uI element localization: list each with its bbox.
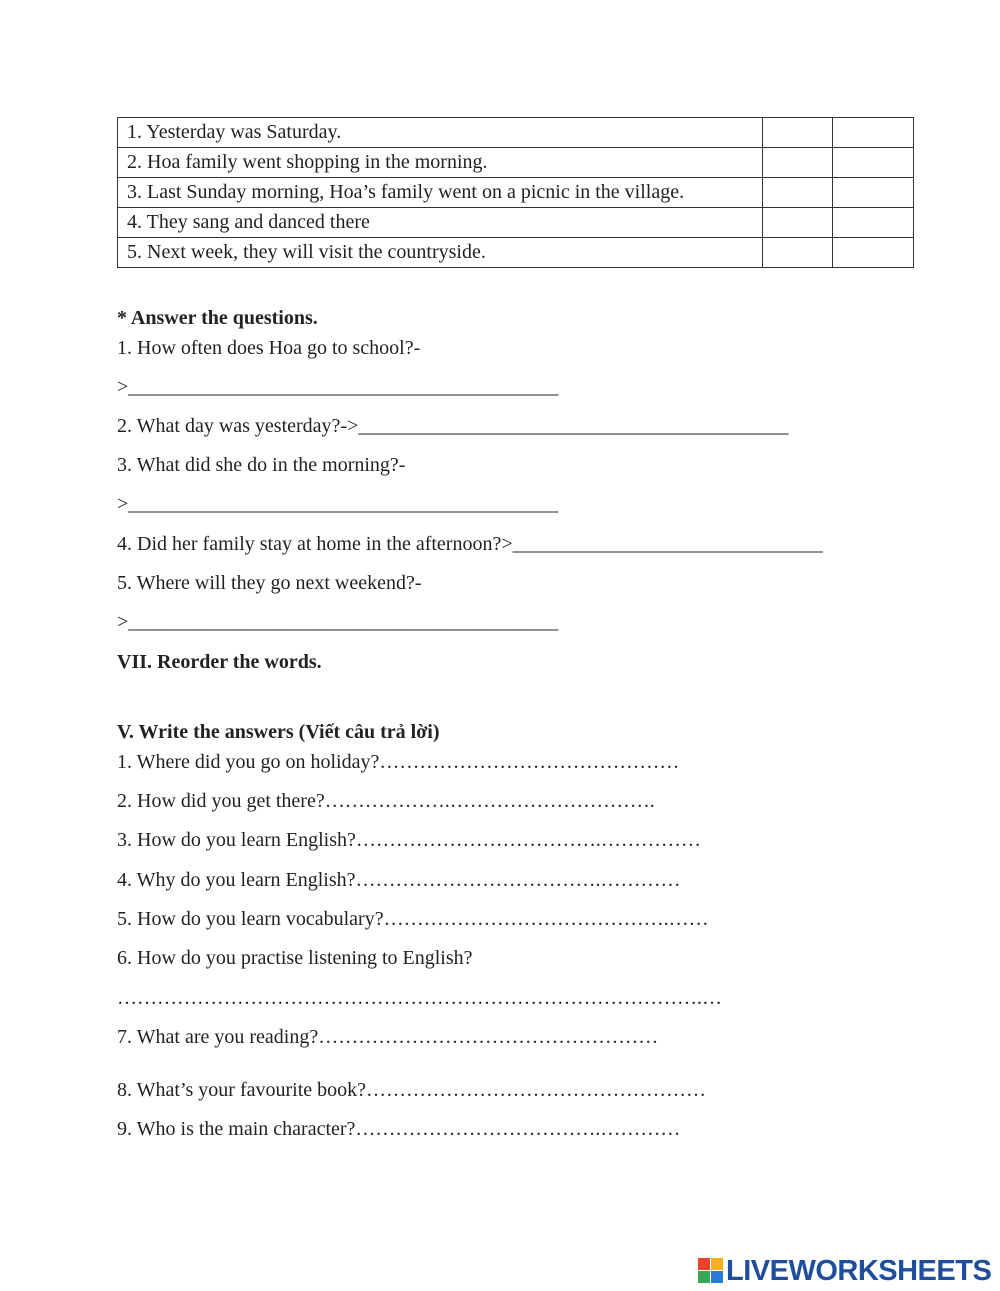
write-question-1[interactable]: 1. Where did you go on holiday?……………………………………… <box>117 751 680 773</box>
question-2[interactable]: 2. What day was yesterday?->___________________________________________ <box>117 415 789 437</box>
false-box[interactable] <box>833 238 914 268</box>
false-box[interactable] <box>833 148 914 178</box>
answer-questions-heading: * Answer the questions. <box>117 307 318 329</box>
true-box[interactable] <box>763 118 833 148</box>
statement-cell: 4. They sang and danced there <box>118 208 763 238</box>
write-question-2[interactable]: 2. How did you get there?……………….…………………………. <box>117 790 655 812</box>
write-question-5[interactable]: 5. How do you learn vocabulary?…………………………………….…… <box>117 908 709 930</box>
answer-blank-3[interactable]: >___________________________________________ <box>117 493 559 515</box>
statement-cell: 5. Next week, they will visit the countryside. <box>118 238 763 268</box>
reorder-heading: VII. Reorder the words. <box>117 651 322 673</box>
statement-cell: 3. Last Sunday morning, Hoa’s family went on a picnic in the village. <box>118 178 763 208</box>
question-5: 5. Where will they go next weekend?- <box>117 572 422 594</box>
table-row <box>118 178 914 208</box>
true-box[interactable] <box>763 208 833 238</box>
false-box[interactable] <box>833 178 914 208</box>
table-row <box>118 208 914 238</box>
write-question-8[interactable]: 8. What’s your favourite book?…………………………………………… <box>117 1079 707 1101</box>
statement-cell: 2. Hoa family went shopping in the morning. <box>118 148 763 178</box>
statement-cell: 1. Yesterday was Saturday. <box>118 118 763 148</box>
question-3: 3. What did she do in the morning?- <box>117 454 406 476</box>
write-answer-blank-6[interactable]: …………………………………………………………………………….… <box>117 987 722 1009</box>
write-question-9[interactable]: 9. Who is the main character?……………………………….………… <box>117 1118 681 1140</box>
answer-blank-1[interactable]: >___________________________________________ <box>117 376 559 398</box>
write-answers-heading: V. Write the answers (Viết câu trả lời) <box>117 721 440 743</box>
table-row <box>118 148 914 178</box>
true-false-table <box>117 117 914 268</box>
liveworksheets-logo <box>698 1256 994 1286</box>
logo-blocks-icon <box>698 1258 724 1284</box>
answer-blank-5[interactable]: >___________________________________________ <box>117 611 559 633</box>
question-4[interactable]: 4. Did her family stay at home in the afternoon?>_______________________________ <box>117 533 823 555</box>
table-row <box>118 238 914 268</box>
table-row <box>118 118 914 148</box>
write-question-4[interactable]: 4. Why do you learn English?……………………………….………… <box>117 869 681 891</box>
write-question-3[interactable]: 3. How do you learn English?……………………………….…………… <box>117 829 701 851</box>
true-box[interactable] <box>763 178 833 208</box>
true-box[interactable] <box>763 238 833 268</box>
false-box[interactable] <box>833 208 914 238</box>
question-1: 1. How often does Hoa go to school?- <box>117 337 421 359</box>
write-question-7[interactable]: 7. What are you reading?…………………………………………… <box>117 1026 659 1048</box>
logo-text: LIVEWORKSHEETS <box>726 1255 992 1287</box>
write-question-6: 6. How do you practise listening to English? <box>117 947 473 969</box>
true-box[interactable] <box>763 148 833 178</box>
false-box[interactable] <box>833 118 914 148</box>
